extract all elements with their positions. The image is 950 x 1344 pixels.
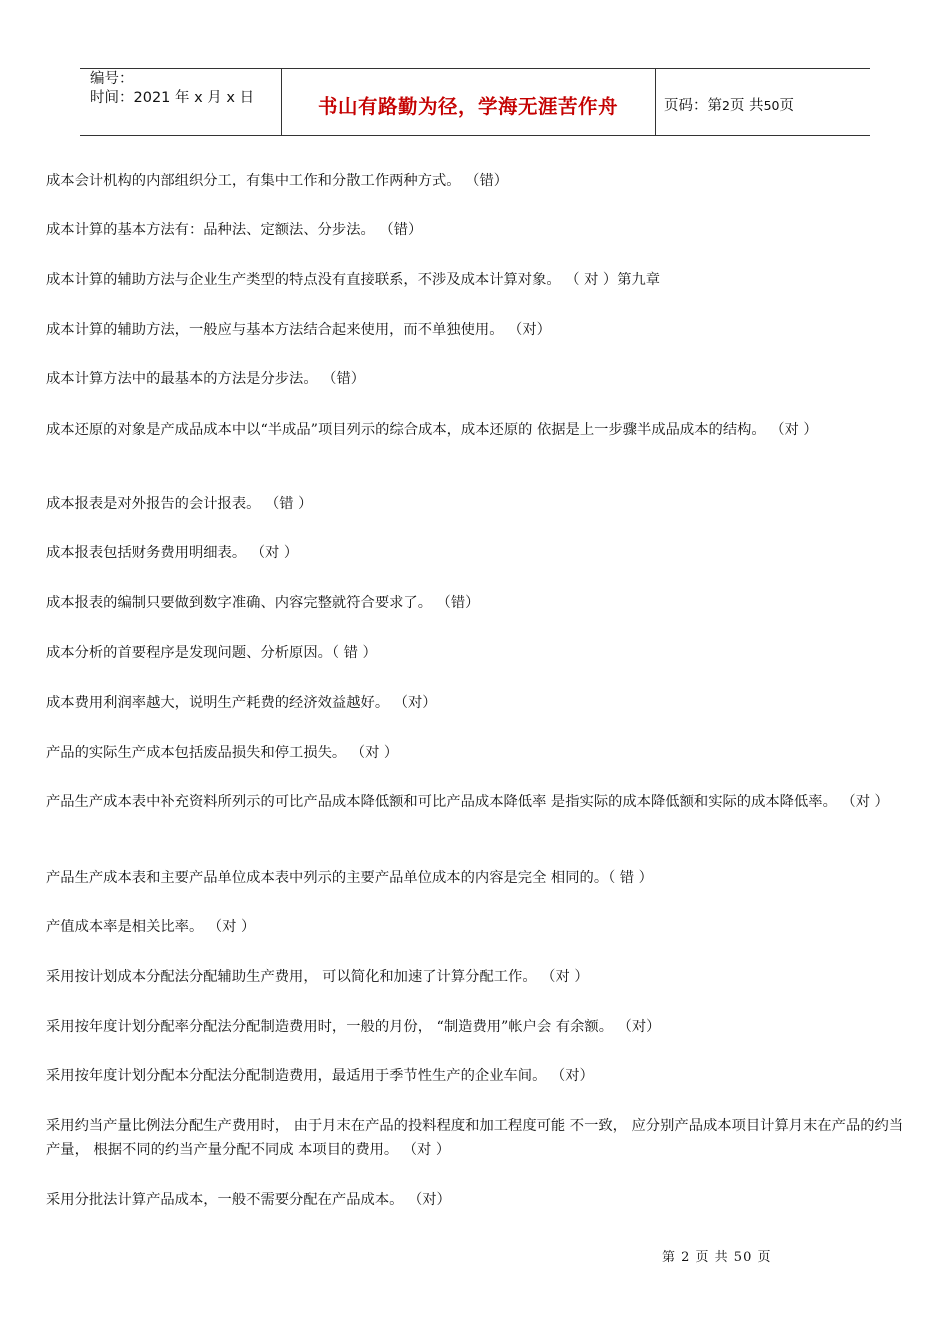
header-motto: 书山有路勤为径，学海无涯苦作舟 <box>317 95 618 118</box>
list-item: 产值成本率是相关比率。 （对 ） <box>46 919 256 935</box>
header-meta <box>90 70 254 108</box>
header-bottom-rule <box>80 135 870 136</box>
header-top-rule <box>80 68 870 69</box>
page-current: 2 <box>722 98 730 113</box>
list-item: 成本报表是对外报告的会计报表。 （错 ） <box>46 496 313 512</box>
list-item: 成本费用利润率越大，说明生产耗费的经济效益越好。 （对） <box>46 695 437 711</box>
list-item: 成本计算的辅助方法，一般应与基本方法结合起来使用，而不单独使用。 （对） <box>46 322 551 338</box>
list-item: 产品生产成本表和主要产品单位成本表中列示的主要产品单位成本的内容是完全 相同的。（ 错 ） <box>46 870 653 886</box>
list-item: 成本分析的首要程序是发现问题、分析原因。（ 错 ） <box>46 645 377 661</box>
list-item: 采用分批法计算产品成本，一般不需要分配在产品成本。 （对） <box>46 1192 451 1208</box>
list-item: 产品生产成本表中补充资料所列示的可比产品成本降低额和可比产品成本降低率 是指实际的成本降低额和实际的成本降低率。 （对 ） <box>46 794 889 810</box>
page-suffix: 页 <box>779 98 794 114</box>
list-item: 成本报表包括财务费用明细表。 （对 ） <box>46 545 299 561</box>
page-total: 50 <box>763 98 780 113</box>
header-page-number <box>664 94 794 115</box>
list-item: 成本还原的对象是产成品成本中以“半成品”项目列示的综合成本，成本还原的 依据是上一步骤半成品成本的结构。 （对 ） <box>46 422 818 438</box>
footer-page-number: 第 2 页 共 50 页 <box>662 1250 772 1265</box>
list-item: 成本会计机构的内部组织分工，有集中工作和分散工作两种方式。 （错） <box>46 173 509 189</box>
list-item: 采用按计划成本分配法分配辅助生产费用， 可以简化和加速了计算分配工作。 （对 ） <box>46 969 589 985</box>
list-item: 采用约当产量比例法分配生产费用时， 由于月末在产品的投料程度和加工程度可能 不一致， 应分别产品成本项目计算月末在产品的约当产量， 根据不同的约当产量分配不同成 本项目的费用。 （对 ） <box>46 1118 904 1158</box>
time-label: 时间：2021 年 x 月 x 日 <box>90 90 255 106</box>
page-mid: 页 共 <box>729 98 764 114</box>
serial-label: 编号： <box>90 71 134 87</box>
page-prefix: 页码：第 <box>664 98 722 114</box>
header-divider-right <box>655 68 656 135</box>
list-item: 采用按年度计划分配本分配法分配制造费用，最适用于季节性生产的企业车间。 （对） <box>46 1068 594 1084</box>
list-item: 采用按年度计划分配率分配法分配制造费用时，一般的月份， “制造费用”帐户会 有余额。 （对） <box>46 1019 661 1035</box>
list-item: 成本计算的辅助方法与企业生产类型的特点没有直接联系，不涉及成本计算对象。 （ 对 ）第九章 <box>46 272 661 288</box>
list-item: 成本报表的编制只要做到数字准确、内容完整就符合要求了。 （错） <box>46 595 480 611</box>
list-item: 成本计算方法中的最基本的方法是分步法。 （错） <box>46 371 366 387</box>
list-item: 成本计算的基本方法有：品种法、定额法、分步法。 （错） <box>46 222 423 238</box>
list-item: 产品的实际生产成本包括废品损失和停工损失。 （对 ） <box>46 745 399 761</box>
